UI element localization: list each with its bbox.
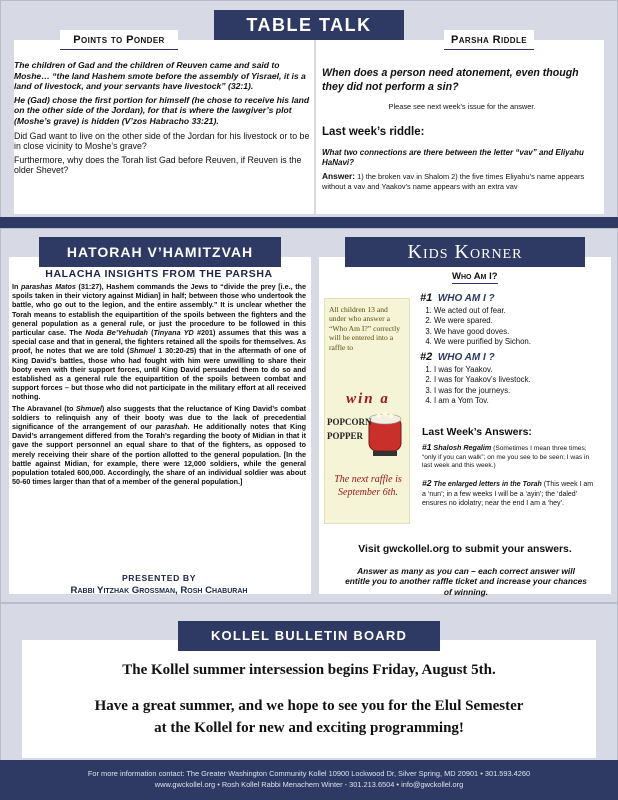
p2-a: The Abravanel (to — [12, 403, 76, 413]
q2-heading — [420, 351, 600, 363]
p1-b: parashas Matos — [20, 282, 76, 291]
answer-label: Answer: — [322, 171, 356, 181]
raffle-date: The next raffle is September 6th. — [334, 474, 402, 498]
q1-item: 3. We have good doves. — [434, 327, 600, 337]
points-to-ponder-panel — [14, 34, 314, 214]
answer-text: 1) the broken vav in Shalom 2) the five times Eliyahu’s name appears without a vav and Yaakov’s name appears with an extra vav — [322, 172, 585, 191]
author-name: Rabbi Yitzhak Grossman, Rosh Chaburah — [70, 585, 248, 596]
answer-1-title: Shalosh Regalim — [433, 443, 492, 452]
q1-number: #1 — [420, 292, 433, 304]
parsha-riddle-panel — [316, 34, 604, 214]
p2-b: Shmuel — [75, 403, 102, 413]
who-am-i-label: Who Am I? — [452, 271, 498, 282]
hatorah-article — [12, 282, 306, 486]
presented-by-label: PRESENTED BY — [121, 573, 197, 583]
ponder-question-2: Furthermore, why does the Torah list Gad before Reuven, if Reuven is the older Shevet? — [14, 154, 302, 176]
bulletin-panel — [22, 640, 596, 758]
answer-2-number: #2 — [422, 478, 432, 488]
who-am-i-2 — [420, 351, 600, 407]
answer-1 — [422, 443, 598, 471]
raffle-note: Answer as many as you can – each correct answer will entitle you to another raffle ticket and increase your chances of winning. — [345, 566, 587, 597]
q1-item: 1. We acted out of fear. — [434, 306, 600, 316]
riddle-see-next-week: Please see next week’s issue for the answer. — [388, 102, 536, 111]
p1-a: In — [12, 282, 21, 291]
hatorah-paragraph-2 — [12, 404, 306, 487]
q2-item: 1. I was for Yaakov. — [434, 365, 600, 375]
p1-g: #201) assumes that this was a special case and that in general, the fighters retained all the spoils for themselves. As proof, he notes that we are told ( — [12, 328, 307, 356]
q2-item: 3. I was for the journeys. — [434, 386, 600, 396]
ponder-question-1: Did Gad want to live on the other side of the Jordan for his livestock or to be in close vicinity to Moshe’s grave? — [14, 130, 310, 152]
p2-c: ) also suggests that the reluctance of King David’s combat soldiers to relinquish any of their booty was due to the lack of precedential significance of the arrangement of our — [12, 403, 307, 432]
prize-line-1: POPCORN — [327, 417, 372, 427]
bulletin-title: KOLLEL BULLETIN BOARD — [178, 621, 440, 651]
p1-d: Noda Be’Yehudah — [85, 328, 148, 338]
section-divider-bar — [0, 217, 618, 228]
p2-e: . He additionally notes that King David’s arrangement differed from the Torah’s regarding the booty of Midian in that it gave the support personnel an equal share to that of the fighters, as opposed to merely receiving their share of the portion allotted to the general population. [In the battle against Midian, for example, there were 12,000 soldiers, while the general population totaled 600,000. Accordingly, the share of an individual soldier was about 50-60 times larger than that of a member of the general population.] — [12, 422, 306, 487]
last-week-riddle-title: Last week’s riddle: — [322, 126, 425, 138]
q2-list — [420, 365, 600, 407]
last-week-riddle-answer — [322, 172, 602, 191]
table-talk-title: TABLE TALK — [214, 10, 404, 40]
promo-text: All children 13 and under who answer a “Who Am I?” correctly will be entered into a raffle to — [329, 305, 401, 352]
promo-win: win a — [346, 391, 390, 407]
ponder-paragraph-2: He (Gad) chose the first portion for himself (he chose to receive his land on the other side of the Jordan), for that is where the lawgiver’s plot (Moshe’s grave) is hidden (V’zos Habracho 33:21). — [14, 94, 310, 126]
footer — [0, 760, 618, 800]
raffle-promo-box — [324, 298, 410, 524]
last-week-riddle-question: What two connections are there between the letter “vav” and Eliyahu HaNavi? — [322, 148, 584, 167]
kids-korner-title: Kids Korner — [345, 237, 585, 267]
p2-d: parashah — [155, 422, 188, 432]
p1-i: 1 30:20-25) that in the aftermath of one of King David’s battles, those who had fought with him were unwilling to share their booty even with their support forces, until King David persuaded them to do so and established as a general rule the equipartition of the spoils between combat and support forces – but those who did not participate in the military effort at all received nothing. — [12, 346, 307, 402]
footer-contact: For more information contact: The Greater Washington Community Kollel 10900 Lockwood Dr, Silver Spring, MD 20901 • 301.593.4260 — [87, 769, 531, 778]
answer-2 — [422, 479, 598, 509]
p1-c: (31:27), Hashem commands the Jews to “divide the prey [i.e., the spoils taken in their victory against Midian] in half; between those who undertook the battle, who go out to the legion, and the entire assembly.” It is unclear whether the Torah means to establish the equipartition of the spoils between the fighters and the general population as a general rule, or just the procedure to be followed in this particular case. The — [12, 282, 306, 338]
who-am-i-1 — [420, 292, 600, 348]
answer-1-number: #1 — [422, 442, 432, 452]
q2-item: 4. I am a Yom Tov. — [434, 396, 600, 406]
q1-item: 4. We were purified by Sichon. — [434, 337, 600, 347]
q1-heading — [420, 292, 600, 304]
bulletin-line-2: Have a great summer, and we hope to see you for the Elul Semester — [94, 698, 524, 714]
p1-h: Shmuel — [129, 346, 156, 356]
points-to-ponder-tab: Points to Ponder — [60, 30, 178, 50]
q2-number: #2 — [420, 351, 433, 363]
q1-title: WHO AM I ? — [437, 293, 495, 304]
p1-f: Tinyana YD — [153, 328, 194, 338]
last-week-answers-title: Last Week’s Answers: — [422, 426, 532, 438]
bulletin-line-1: The Kollel summer intersession begins Friday, August 5th. — [122, 662, 496, 678]
p1-e: ( — [147, 328, 154, 338]
answer-1-text: (Sometimes I mean three times; “only if you can walk”; on me you see to be seen; I was in last week and this week.) — [422, 445, 590, 470]
bulletin-line-3: at the Kollel for new and exciting programming! — [154, 720, 464, 736]
riddle-question: When does a person need atonement, even though they did not perform a sin? — [322, 67, 579, 93]
q1-item: 2. We were spared. — [434, 316, 600, 326]
hatorah-title: HATORAH V’HAMITZVAH — [39, 237, 281, 267]
q2-title: WHO AM I ? — [437, 352, 495, 363]
ponder-paragraph-1: The children of Gad and the children of Reuven came and said to Moshe… “the land Hashem smote before the assembly of Yisrael, it is a land of livestock, and your servants have livestock” (32:1). — [14, 60, 306, 92]
parsha-riddle-tab: Parsha Riddle — [444, 30, 534, 50]
footer-links: www.gwckollel.org • Rosh Kollel Rabbi Menachem Winter - 301.213.6504 • info@gwckollel.org — [154, 780, 464, 789]
answer-2-text: (This week I am a ‘nun’; in a few weeks I will be a ‘ayin’; the ‘daled’ ensures no idolatry; near the end I am a ‘hey’. — [422, 481, 594, 508]
q2-item: 2. I was for Yaakov’s livestock. — [434, 375, 600, 385]
visit-website: Visit gwckollel.org to submit your answers. — [358, 544, 572, 555]
answer-2-title: The enlarged letters in the Torah — [433, 481, 542, 488]
q1-list — [420, 306, 600, 348]
halacha-subtitle: HALACHA INSIGHTS FROM THE PARSHA — [45, 268, 273, 280]
hatorah-paragraph-1 — [12, 282, 306, 402]
prize-line-2: POPPER — [327, 431, 363, 441]
